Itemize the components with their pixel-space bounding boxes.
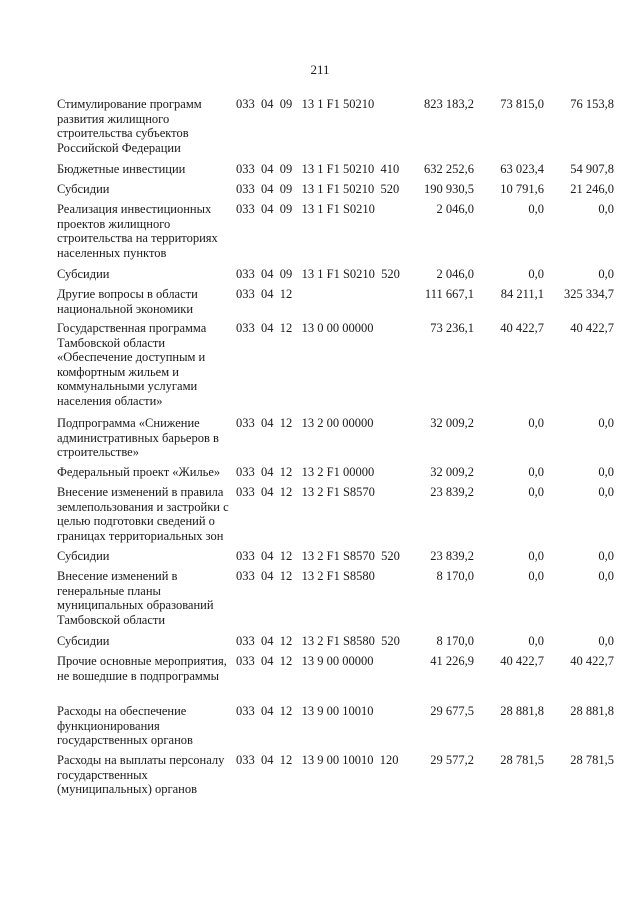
row-value-2: 40 422,7 [500, 321, 544, 335]
row-value-2: 0,0 [528, 267, 544, 281]
row-code: 033 04 12 13 2 F1 S8580 520 [236, 634, 400, 648]
row-code: 033 04 09 13 1 F1 50210 410 [236, 162, 400, 176]
row-value-3: 0,0 [598, 202, 614, 216]
row-value-2: 28 781,5 [500, 753, 544, 767]
row-value-1: 32 009,2 [430, 465, 474, 479]
row-value-1: 111 667,1 [424, 287, 474, 301]
row-value-1: 8 170,0 [436, 634, 474, 648]
row-code: 033 04 09 13 1 F1 50210 [236, 97, 375, 111]
row-code: 033 04 09 13 1 F1 S0210 [236, 202, 375, 216]
row-code: 033 04 12 13 0 00 00000 [236, 321, 374, 335]
row-code: 033 04 09 13 1 F1 50210 520 [236, 182, 400, 196]
row-name: Субсидии [57, 549, 110, 563]
row-value-3: 0,0 [598, 549, 614, 563]
row-value-2: 0,0 [528, 485, 544, 499]
row-value-2: 0,0 [528, 634, 544, 648]
row-value-2: 0,0 [528, 416, 544, 430]
row-value-1: 190 930,5 [424, 182, 474, 196]
row-name: Федеральный проект «Жилье» [57, 465, 221, 479]
row-value-1: 29 577,2 [430, 753, 474, 767]
row-name: Реализация инвестиционных проектов жилищного строительства на территориях населенных пунктов [57, 202, 218, 260]
row-name: Субсидии [57, 634, 110, 648]
row-value-1: 632 252,6 [424, 162, 474, 176]
row-value-2: 0,0 [528, 569, 544, 583]
row-code: 033 04 12 13 2 00 00000 [236, 416, 374, 430]
row-name: Государственная программа Тамбовской области «Обеспечение доступным и комфортным жильем и коммунальными услугами населения области» [57, 321, 207, 408]
row-value-2: 28 881,8 [500, 704, 544, 718]
row-value-1: 2 046,0 [436, 202, 474, 216]
row-value-3: 0,0 [598, 416, 614, 430]
row-value-1: 32 009,2 [430, 416, 474, 430]
row-value-3: 0,0 [598, 634, 614, 648]
row-value-3: 0,0 [598, 485, 614, 499]
row-value-3: 76 153,8 [570, 97, 614, 111]
row-code: 033 04 09 13 1 F1 S0210 520 [236, 267, 400, 281]
row-code: 033 04 12 [236, 287, 293, 301]
row-name: Внесение изменений в генеральные планы муниципальных образований Тамбовской области [57, 569, 214, 627]
row-name: Другие вопросы в области национальной экономики [57, 287, 198, 316]
row-value-2: 10 791,6 [500, 182, 544, 196]
row-value-2: 63 023,4 [500, 162, 544, 176]
row-value-1: 23 839,2 [430, 485, 474, 499]
row-code: 033 04 12 13 9 00 10010 120 [236, 753, 399, 767]
row-name: Внесение изменений в правила землепользования и застройки с целью подготовки сведений о границах территориальных зон [57, 485, 229, 543]
row-code: 033 04 12 13 2 F1 S8570 520 [236, 549, 400, 563]
row-name: Расходы на обеспечение функционирования государственных органов [57, 704, 193, 747]
row-code: 033 04 12 13 2 F1 S8570 [236, 485, 375, 499]
row-value-3: 0,0 [598, 267, 614, 281]
row-value-3: 21 246,0 [570, 182, 614, 196]
row-code: 033 04 12 13 9 00 10010 [236, 704, 374, 718]
row-name: Прочие основные мероприятия, не вошедшие в подпрограммы [57, 654, 227, 683]
row-code: 033 04 12 13 2 F1 S8580 [236, 569, 375, 583]
row-value-3: 0,0 [598, 465, 614, 479]
row-name: Субсидии [57, 267, 110, 281]
row-name: Расходы на выплаты персоналу государственных (муниципальных) органов [57, 753, 225, 796]
row-value-2: 0,0 [528, 549, 544, 563]
row-name: Бюджетные инвестиции [57, 162, 186, 176]
row-code: 033 04 12 13 9 00 00000 [236, 654, 374, 668]
row-value-3: 54 907,8 [570, 162, 614, 176]
row-value-3: 28 781,5 [570, 753, 614, 767]
row-value-2: 73 815,0 [500, 97, 544, 111]
row-value-1: 823 183,2 [424, 97, 474, 111]
row-value-1: 41 226,9 [430, 654, 474, 668]
page-number: 211 [310, 62, 330, 77]
row-name: Субсидии [57, 182, 110, 196]
row-value-3: 325 334,7 [564, 287, 614, 301]
row-value-3: 0,0 [598, 569, 614, 583]
row-value-2: 84 211,1 [500, 287, 544, 301]
row-value-1: 23 839,2 [430, 549, 474, 563]
row-value-2: 40 422,7 [500, 654, 544, 668]
row-name: Подпрограмма «Снижение административных барьеров в строительстве» [57, 416, 219, 459]
row-code: 033 04 12 13 2 F1 00000 [236, 465, 375, 479]
row-value-1: 8 170,0 [436, 569, 474, 583]
row-value-2: 0,0 [528, 202, 544, 216]
row-value-1: 29 677,5 [430, 704, 474, 718]
row-value-3: 28 881,8 [570, 704, 614, 718]
row-value-3: 40 422,7 [570, 321, 614, 335]
row-value-2: 0,0 [528, 465, 544, 479]
row-name: Стимулирование программ развития жилищного строительства субъектов Российской Федерации [57, 97, 202, 155]
row-value-1: 2 046,0 [436, 267, 474, 281]
row-value-3: 40 422,7 [570, 654, 614, 668]
row-value-1: 73 236,1 [430, 321, 474, 335]
